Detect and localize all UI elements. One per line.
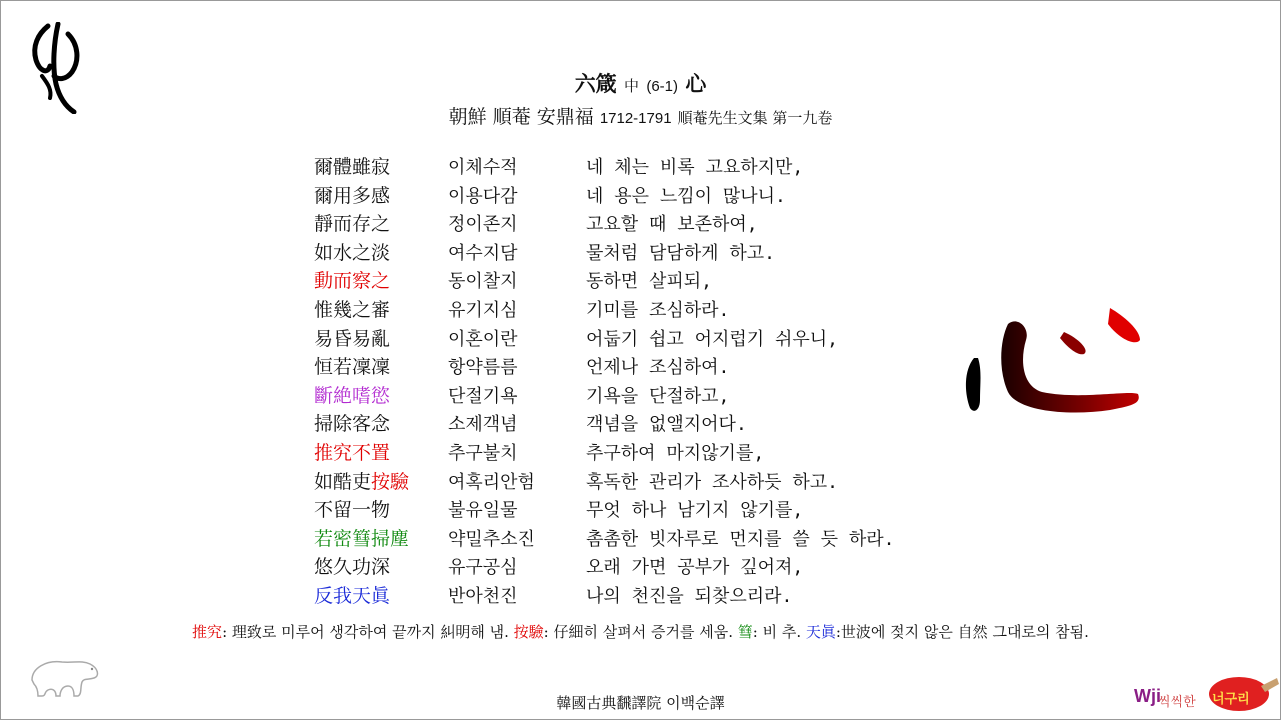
hanja-text: 動而察之 [314,270,391,293]
korean-reading: 이혼이란 [448,328,518,350]
poem-line [314,267,894,296]
translation-text: 추구하여 마지않기를, [586,442,765,464]
translator-credit: 韓國古典飜譯院 이백순譯 [556,694,725,712]
hanja-text: 不留一物 [314,499,391,522]
poem-line [314,553,894,582]
poem-table [314,153,894,611]
translation-text: 혹독한 관리가 조사하듯 하고. [586,471,839,493]
korean-reading: 약밀추소진 [448,528,535,550]
poem-line [314,182,894,211]
hanja-text: 掃除客念 [314,413,391,436]
hanja-text: 爾體雖寂 [314,156,391,178]
hanja-text: 恒若凜凜 [314,356,391,379]
page-title: 六箴 中 (6-1) 心 [574,71,707,96]
translation-text: 무엇 하나 남기지 않기를, [586,500,804,522]
brand-mark: Wji [1134,686,1161,706]
translation-text: 네 용은 느낌이 많나니. [586,185,786,207]
translation-text: 언제나 조심하여. [586,357,730,379]
translation-text: 기미를 조심하라. [586,299,730,321]
poem-line [314,239,894,268]
translation-text: 고요할 때 보존하여, [586,214,758,236]
brand-text: 씩씩한 [1158,695,1196,710]
translation-text: 오래 가면 공부가 깊어져, [586,557,804,579]
korean-reading: 정이존지 [448,214,518,236]
hanja-text: 悠久功深 [314,556,391,579]
korean-reading: 여수지담 [448,242,518,264]
poem-line [314,296,894,325]
translation-text: 물처럼 담담하게 하고. [586,242,776,264]
hanja-text: 推究不置 [314,441,391,464]
hanja-text: 斷絶嗜慾 [314,384,391,407]
translation-text: 동하면 살피되, [586,271,713,293]
poem-line [314,582,894,611]
korean-reading: 이체수적 [448,157,518,178]
korean-reading: 유구공심 [448,557,518,579]
hanja-text: 如酷吏按驗 [314,470,410,493]
korean-reading: 항약름름 [448,357,518,379]
hanja-text: 惟幾之審 [314,298,391,321]
poem-line [314,525,894,554]
badge-text: 너구리 [1212,692,1250,707]
poem-line [314,496,894,525]
korean-reading: 반아천진 [448,585,518,607]
poem-line [314,382,894,411]
translation-text: 촘촘한 빗자루로 먼지를 쓸 듯 하라. [586,528,895,550]
translation-text: 네 체는 비록 고요하지만, [586,157,804,178]
poem-line [314,210,894,239]
poem-line [314,439,894,468]
korean-reading: 불유일물 [448,500,518,522]
translation-text: 어둡기 쉽고 어지럽기 쉬우니, [586,328,839,350]
poem-line [314,353,894,382]
hanja-text: 易昏易亂 [314,327,391,350]
translation-text: 나의 천진을 되찾으리라. [586,585,793,607]
korean-reading: 단절기욕 [448,385,518,407]
hanja-text: 如水之淡 [314,241,391,264]
hanja-text: 反我天眞 [314,584,391,607]
translation-text: 기욕을 단절하고, [586,385,730,407]
korean-reading: 소제객념 [448,414,518,436]
author-subtitle: 朝鮮 順菴 安鼎福 1712-1791 順菴先生文集 第一九卷 [448,106,833,128]
korean-reading: 동이찰지 [448,271,518,293]
heart-calligraphy-icon [960,300,1145,415]
hanja-text: 爾用多感 [314,184,391,207]
poem-line [314,153,894,182]
hanja-text: 靜而存之 [314,213,391,236]
poem-line [314,468,894,497]
translation-text: 객념을 없앨지어다. [586,414,747,436]
poem-line [314,410,894,439]
hanja-text: 若密篲掃塵 [314,527,410,550]
korean-reading: 이용다감 [448,185,518,207]
korean-reading: 유기지심 [448,299,518,321]
poem-line [314,325,894,354]
korean-reading: 여혹리안험 [448,471,535,493]
footnotes: 推究: 理致로 미루어 생각하여 끝까지 糾明해 냄. 按驗: 仔細히 살펴서 증거를 세움. 篲: 비 추. 天眞:世波에 젖지 않은 自然 그대로의 참됨. [192,623,1089,641]
korean-reading: 추구불치 [448,442,518,464]
